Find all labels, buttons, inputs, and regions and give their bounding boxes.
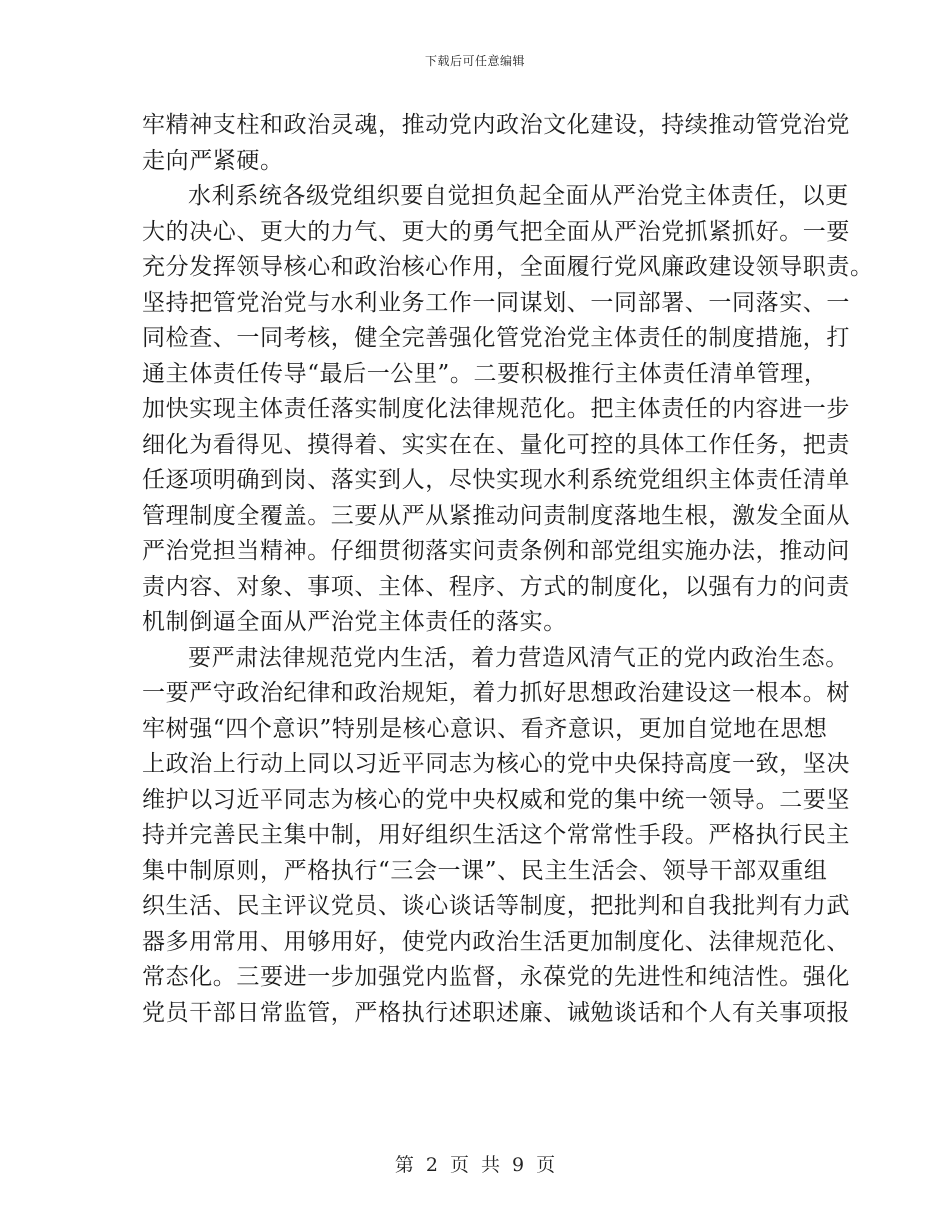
text-line: 要严肃法律规范党内生活，着力营造风清气正的党内政治生态。 — [188, 644, 849, 671]
text-line: 牢树强“四个意识”特别是核心意识、看齐意识，更加自觉地在思想 — [142, 715, 828, 742]
text-line: 任逐项明确到岗、落实到人，尽快实现水利系统党组织主体责任清单 — [142, 467, 850, 493]
page-footer: 第 2 页 共 9 页 — [394, 1154, 556, 1176]
text-line: 责内容、对象、事项、主体、程序、方式的制度化，以强有力的问责 — [142, 573, 850, 600]
document-body — [142, 108, 874, 1031]
text-line: 常态化。三要进一步加强党内监督，永葆党的先进性和纯洁性。强化 — [142, 964, 850, 990]
text-line: 上政治上行动上同以习近平同志为核心的党中央保持高度一致，坚决 — [142, 751, 850, 777]
text-line: 坚持把管党治党与水利业务工作一同谋划、一同部署、一同落实、一 — [142, 289, 850, 316]
text-line: 通主体责任传导“最后一公里”。二要积极推行主体责任清单管理， — [142, 360, 828, 387]
text-line: 机制倒逼全面从严治党主体责任的落实。 — [142, 609, 567, 635]
text-line: 大的决心、更大的力气、更大的勇气把全面从严治党抓紧抓好。一要 — [142, 218, 850, 245]
text-line: 管理制度全覆盖。三要从严从紧推动问责制度落地生根，激发全面从 — [142, 502, 850, 529]
text-line: 维护以习近平同志为核心的党中央权威和党的集中统一领导。二要坚 — [142, 786, 850, 813]
text-line: 细化为看得见、摸得着、实实在在、量化可控的具体工作任务，把责 — [142, 431, 850, 458]
text-line: 器多用常用、用够用好，使党内政治生活更加制度化、法律规范化、 — [142, 928, 850, 955]
text-line: 走向严紧硬。 — [142, 147, 284, 174]
paragraph — [142, 641, 850, 1032]
page-header: 下载后可任意编辑 — [424, 54, 525, 68]
text-line: 充分发挥领导核心和政治核心作用，全面履行党风廉政建设领导职责。 — [142, 254, 874, 280]
text-line: 严治党担当精神。仔细贯彻落实问责条例和部党组实施办法，推动问 — [142, 538, 850, 564]
paragraph — [142, 179, 874, 641]
text-line: 织生活、民主评议党员、谈心谈话等制度，把批判和自我批判有力武 — [142, 893, 850, 919]
text-line: 同检查、一同考核，健全完善强化管党治党主体责任的制度措施，打 — [142, 325, 850, 351]
text-line: 集中制原则，严格执行“三会一课”、民主生活会、领导干部双重组 — [142, 857, 828, 884]
text-line: 水利系统各级党组织要自觉担负起全面从严治党主体责任，以更 — [188, 183, 849, 209]
paragraph — [142, 108, 850, 179]
text-line: 一要严守政治纪律和政治规矩，着力抓好思想政治建设这一根本。树 — [142, 680, 850, 706]
text-line: 加快实现主体责任落实制度化法律规范化。把主体责任的内容进一步 — [142, 396, 850, 422]
text-line: 党员干部日常监管，严格执行述职述廉、诫勉谈话和个人有关事项报 — [142, 999, 850, 1026]
text-line: 牢精神支柱和政治灵魂，推动党内政治文化建设，持续推动管党治党 — [142, 112, 850, 138]
text-line: 持并完善民主集中制，用好组织生活这个常常性手段。严格执行民主 — [142, 822, 850, 848]
